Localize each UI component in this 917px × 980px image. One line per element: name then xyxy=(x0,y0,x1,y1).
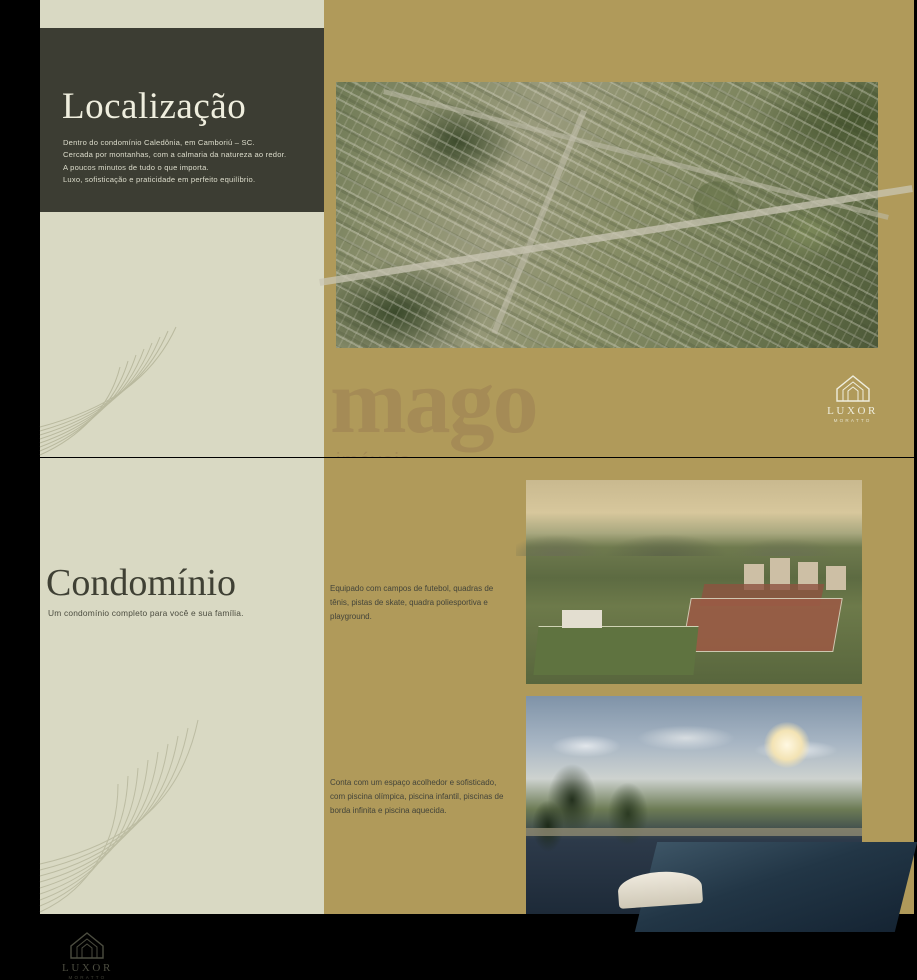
localizacao-line-1: Dentro do condomínio Caledônia, em Camboriú – SC. xyxy=(63,138,255,147)
page-title-condominio: Condomínio xyxy=(46,562,237,604)
soccer-field xyxy=(533,626,698,675)
pool-image-texture xyxy=(526,696,862,914)
sports-image-texture xyxy=(526,480,862,684)
page-title-localizacao: Localização xyxy=(62,86,247,127)
condominio-pools-text: Conta com um espaço acolhedor e sofisticado, com piscina olímpica, piscina infantil, piscinas de borda infinita e piscina aquecida. xyxy=(330,778,504,815)
left-band-slide2 xyxy=(40,458,324,914)
trees xyxy=(532,730,672,860)
building-4 xyxy=(826,566,846,590)
luxor-logo-slide1 xyxy=(827,373,878,423)
photo-infinity-pool xyxy=(526,696,862,914)
mountain-range xyxy=(516,514,876,556)
luxor-logo-name: LUXOR xyxy=(62,962,113,974)
localizacao-line-2: Cercada por montanhas, com a calmaria da natureza ao redor. xyxy=(63,150,287,160)
localizacao-line-4: Luxo, sofisticação e praticidade em perfeito equilíbrio. xyxy=(63,174,256,184)
watermark-main: mago xyxy=(330,350,537,452)
utility-building xyxy=(562,610,602,628)
tennis-court-near xyxy=(681,598,843,652)
luxor-house-icon xyxy=(67,930,107,960)
luxor-logo-name: LUXOR xyxy=(827,405,878,417)
aerial-image-texture xyxy=(336,82,878,348)
slide-condominio xyxy=(0,458,914,980)
luxor-logo-slide2 xyxy=(62,930,113,980)
localizacao-line-3: A poucos minutos de tudo o que importa. xyxy=(63,162,209,172)
condominio-subtitle: Um condomínio completo para você e sua família. xyxy=(48,608,244,618)
condominio-amenities-text: Equipado com campos de futebol, quadras de tênis, pistas de skate, quadra poliesportiva e playground. xyxy=(330,584,494,621)
umbrella xyxy=(617,869,703,909)
luxor-logo-tagline: MORATTO xyxy=(68,975,107,980)
localizacao-description xyxy=(63,137,307,186)
luxor-logo-tagline: MORATTO xyxy=(833,418,872,423)
aerial-photo-condominium xyxy=(336,82,878,348)
slide-localizacao xyxy=(0,0,914,457)
luxor-house-icon xyxy=(833,373,873,403)
sun-glow xyxy=(764,722,810,768)
pool-deck-edge xyxy=(526,828,862,836)
photo-sports-courts xyxy=(526,480,862,684)
